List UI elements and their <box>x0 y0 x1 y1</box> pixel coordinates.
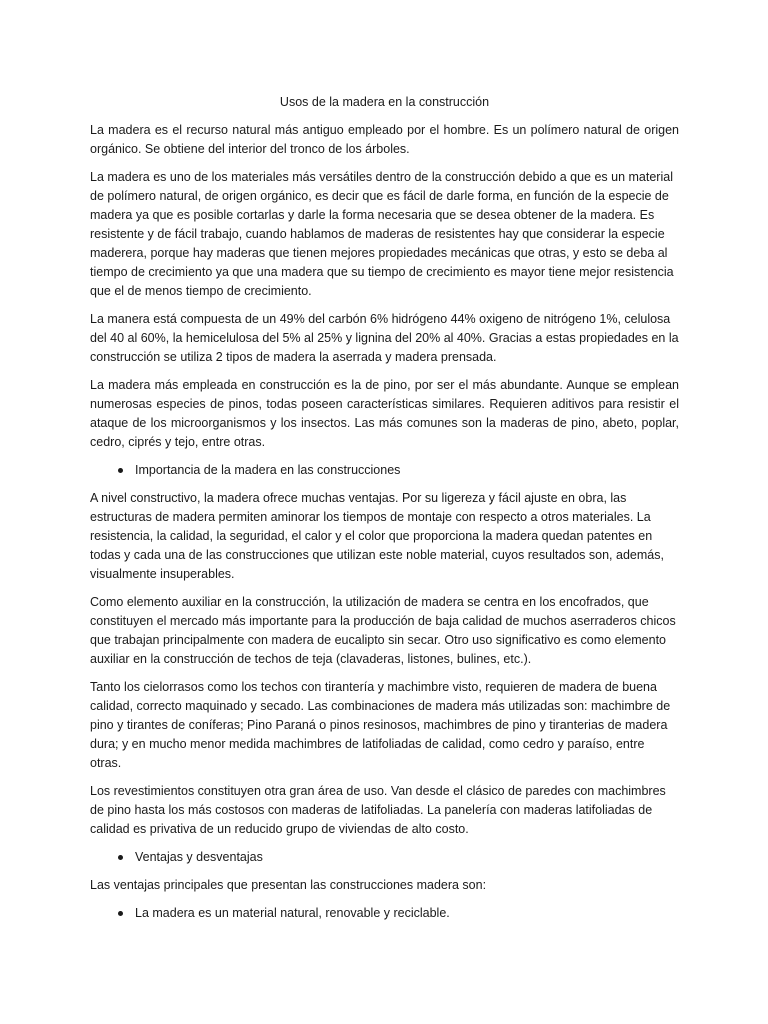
document-title: Usos de la madera en la construcción <box>279 95 490 109</box>
paragraph-coverings: Los revestimientos constituyen otra gran área de uso. Van desde el clásico de paredes con machimbres de pino hasta los más costosos con maderas de latifoliadas. La panelería con maderas latifoliadas de calidad es privativa de un reducido grupo de viviendas de alto costo. <box>90 784 666 836</box>
paragraph-composition: La manera está compuesta de un 49% del carbón 6% hidrógeno 44% oxigeno de nitrógeno 1%, celulosa del 40 al 60%, la hemicelulosa del 5% al 25% y lignina del 20% al 40%. Gracias a estas propiedades en la construcción se utiliza 2 tipos de madera la aserrada y madera prensada. <box>90 312 679 364</box>
paragraph-pine: La madera más empleada en construcción es la de pino, por ser el más abundante. Aunque se emplean numerosas especies de pinos, todas poseen características similares. Requieren aditivos para resistir el ataque de los microorganismos y los insectos. Las más comunes son la maderas de pino, abeto, poplar, cedro, ciprés y tejo, entre otras. <box>90 378 679 449</box>
paragraph-advantages: A nivel constructivo, la madera ofrece muchas ventajas. Por su ligereza y fácil ajuste en obra, las estructuras de madera permiten aminorar los tiempos de montaje con respecto a otros materiales. La resistencia, la calidad, la seguridad, el calor y el color que proporciona la madera quedan patentes en todas y cada una de las construcciones que utilizan este noble material, cuyos resultados son, además, visualmente insuperables. <box>90 491 664 581</box>
bullet-label: Importancia de la madera en las construcciones <box>135 463 401 477</box>
bullet-icon <box>118 468 123 473</box>
bullet-label: Ventajas y desventajas <box>135 850 263 864</box>
bullet-icon <box>118 855 123 860</box>
paragraph-intro: La madera es el recurso natural más antiguo empleado por el hombre. Es un polímero natural de origen orgánico. Se obtiene del interior del tronco de los árboles. <box>90 123 679 156</box>
paragraph-main-advantages: Las ventajas principales que presentan las construcciones madera son: <box>90 878 487 892</box>
paragraph-ceilings: Tanto los cielorrasos como los techos con tirantería y machimbre visto, requieren de madera de buena calidad, correcto maquinado y secado. Las combinaciones de madera más utilizadas son: machimbre de pino y tirantes de coníferas; Pino Paraná o pinos resinosos, machimbres de pino y tiranterias de madera dura; y en mucho menor medida machimbres de latifoliadas de calidad, como cedro y paraíso, entre otras. <box>90 680 671 770</box>
bullet-label: La madera es un material natural, renovable y reciclable. <box>135 906 450 920</box>
bullet-item <box>90 904 679 923</box>
bullet-icon <box>118 911 123 916</box>
paragraph-versatility: La madera es uno de los materiales más versátiles dentro de la construcción debido a que es un material de polímero natural, de origen orgánico, es decir que es fácil de darle forma, en función de la especie de madera ya que es posible cortarlas y darle la forma necesaria que se desea obtener de la madera. Es resistente y de fácil trabajo, cuando hablamos de maderas de resistentes hay que considerar la especie maderera, porque hay maderas que tienen mejores propiedades mecánicas que otras, y esto se deba al tiempo de crecimiento ya que una madera que su tiempo de crecimiento es mayor tiene mejor resistencia que el de menos tiempo de crecimiento. <box>90 170 674 298</box>
paragraph-auxiliary: Como elemento auxiliar en la construcción, la utilización de madera se centra en los encofrados, que constituyen el mercado más importante para la producción de baja calidad de muchos aserraderos chicos que trabajan principalmente con madera de eucalipto sin secar. Otro uso significativo es como elemento auxiliar en la construcción de techos de teja (clavaderas, listones, bulines, etc.). <box>90 595 676 666</box>
bullet-item <box>90 848 679 867</box>
bullet-item <box>90 461 679 480</box>
